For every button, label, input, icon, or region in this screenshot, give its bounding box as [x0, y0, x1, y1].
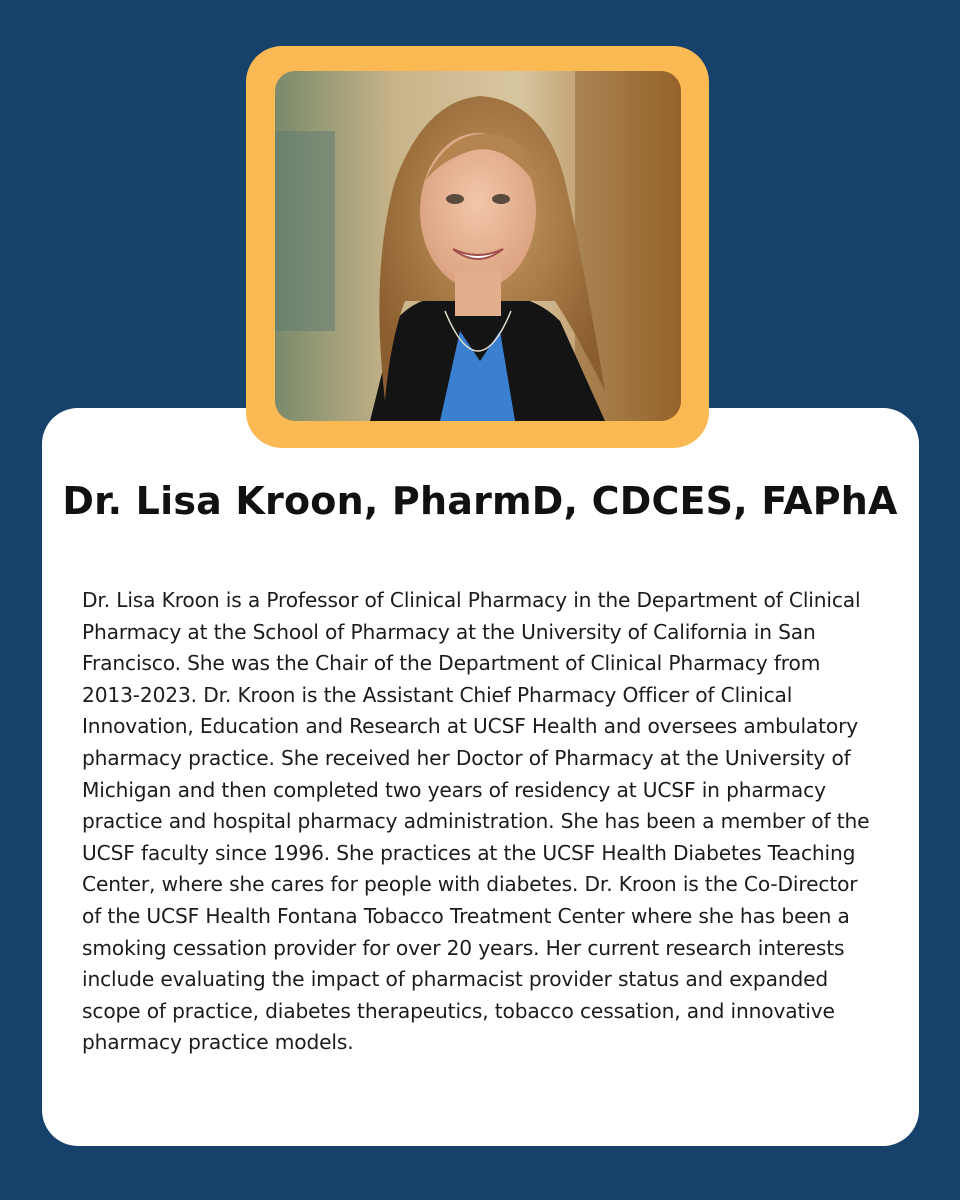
- photo-frame: [246, 46, 709, 448]
- portrait-image: [275, 71, 681, 421]
- person-name: Dr. Lisa Kroon, PharmD, CDCES, FAPhA: [62, 479, 898, 523]
- bio-text: Dr. Lisa Kroon is a Professor of Clinical Pharmacy in the Department of Clinical Pharmacy at the School of Pharmacy at the University of California in San Francisco. She was the Chair of the Department of Clinical Pharmacy from 2013-2023. Dr. Kroon is the Assistant Chief Pharmacy Officer of Clinical Innovation, Education and Research at UCSF Health and oversees ambulatory pharmacy practice. She received her Doctor of Pharmacy at the University of Michigan and then completed two years of residency at UCSF in pharmacy practice and hospital pharmacy administration. She has been a member of the UCSF faculty since 1996. She practices at the UCSF Health Diabetes Teaching Center, where she cares for people with diabetes. Dr. Kroon is the Co-Director of the UCSF Health Fontana Tobacco Treatment Center where she has been a smoking cessation provider for over 20 years. Her current research interests include evaluating the impact of pharmacist provider status and expanded scope of practice, diabetes therapeutics, tobacco cessation, and innovative pharmacy practice models.: [82, 588, 870, 1055]
- portrait-photo: [275, 71, 681, 421]
